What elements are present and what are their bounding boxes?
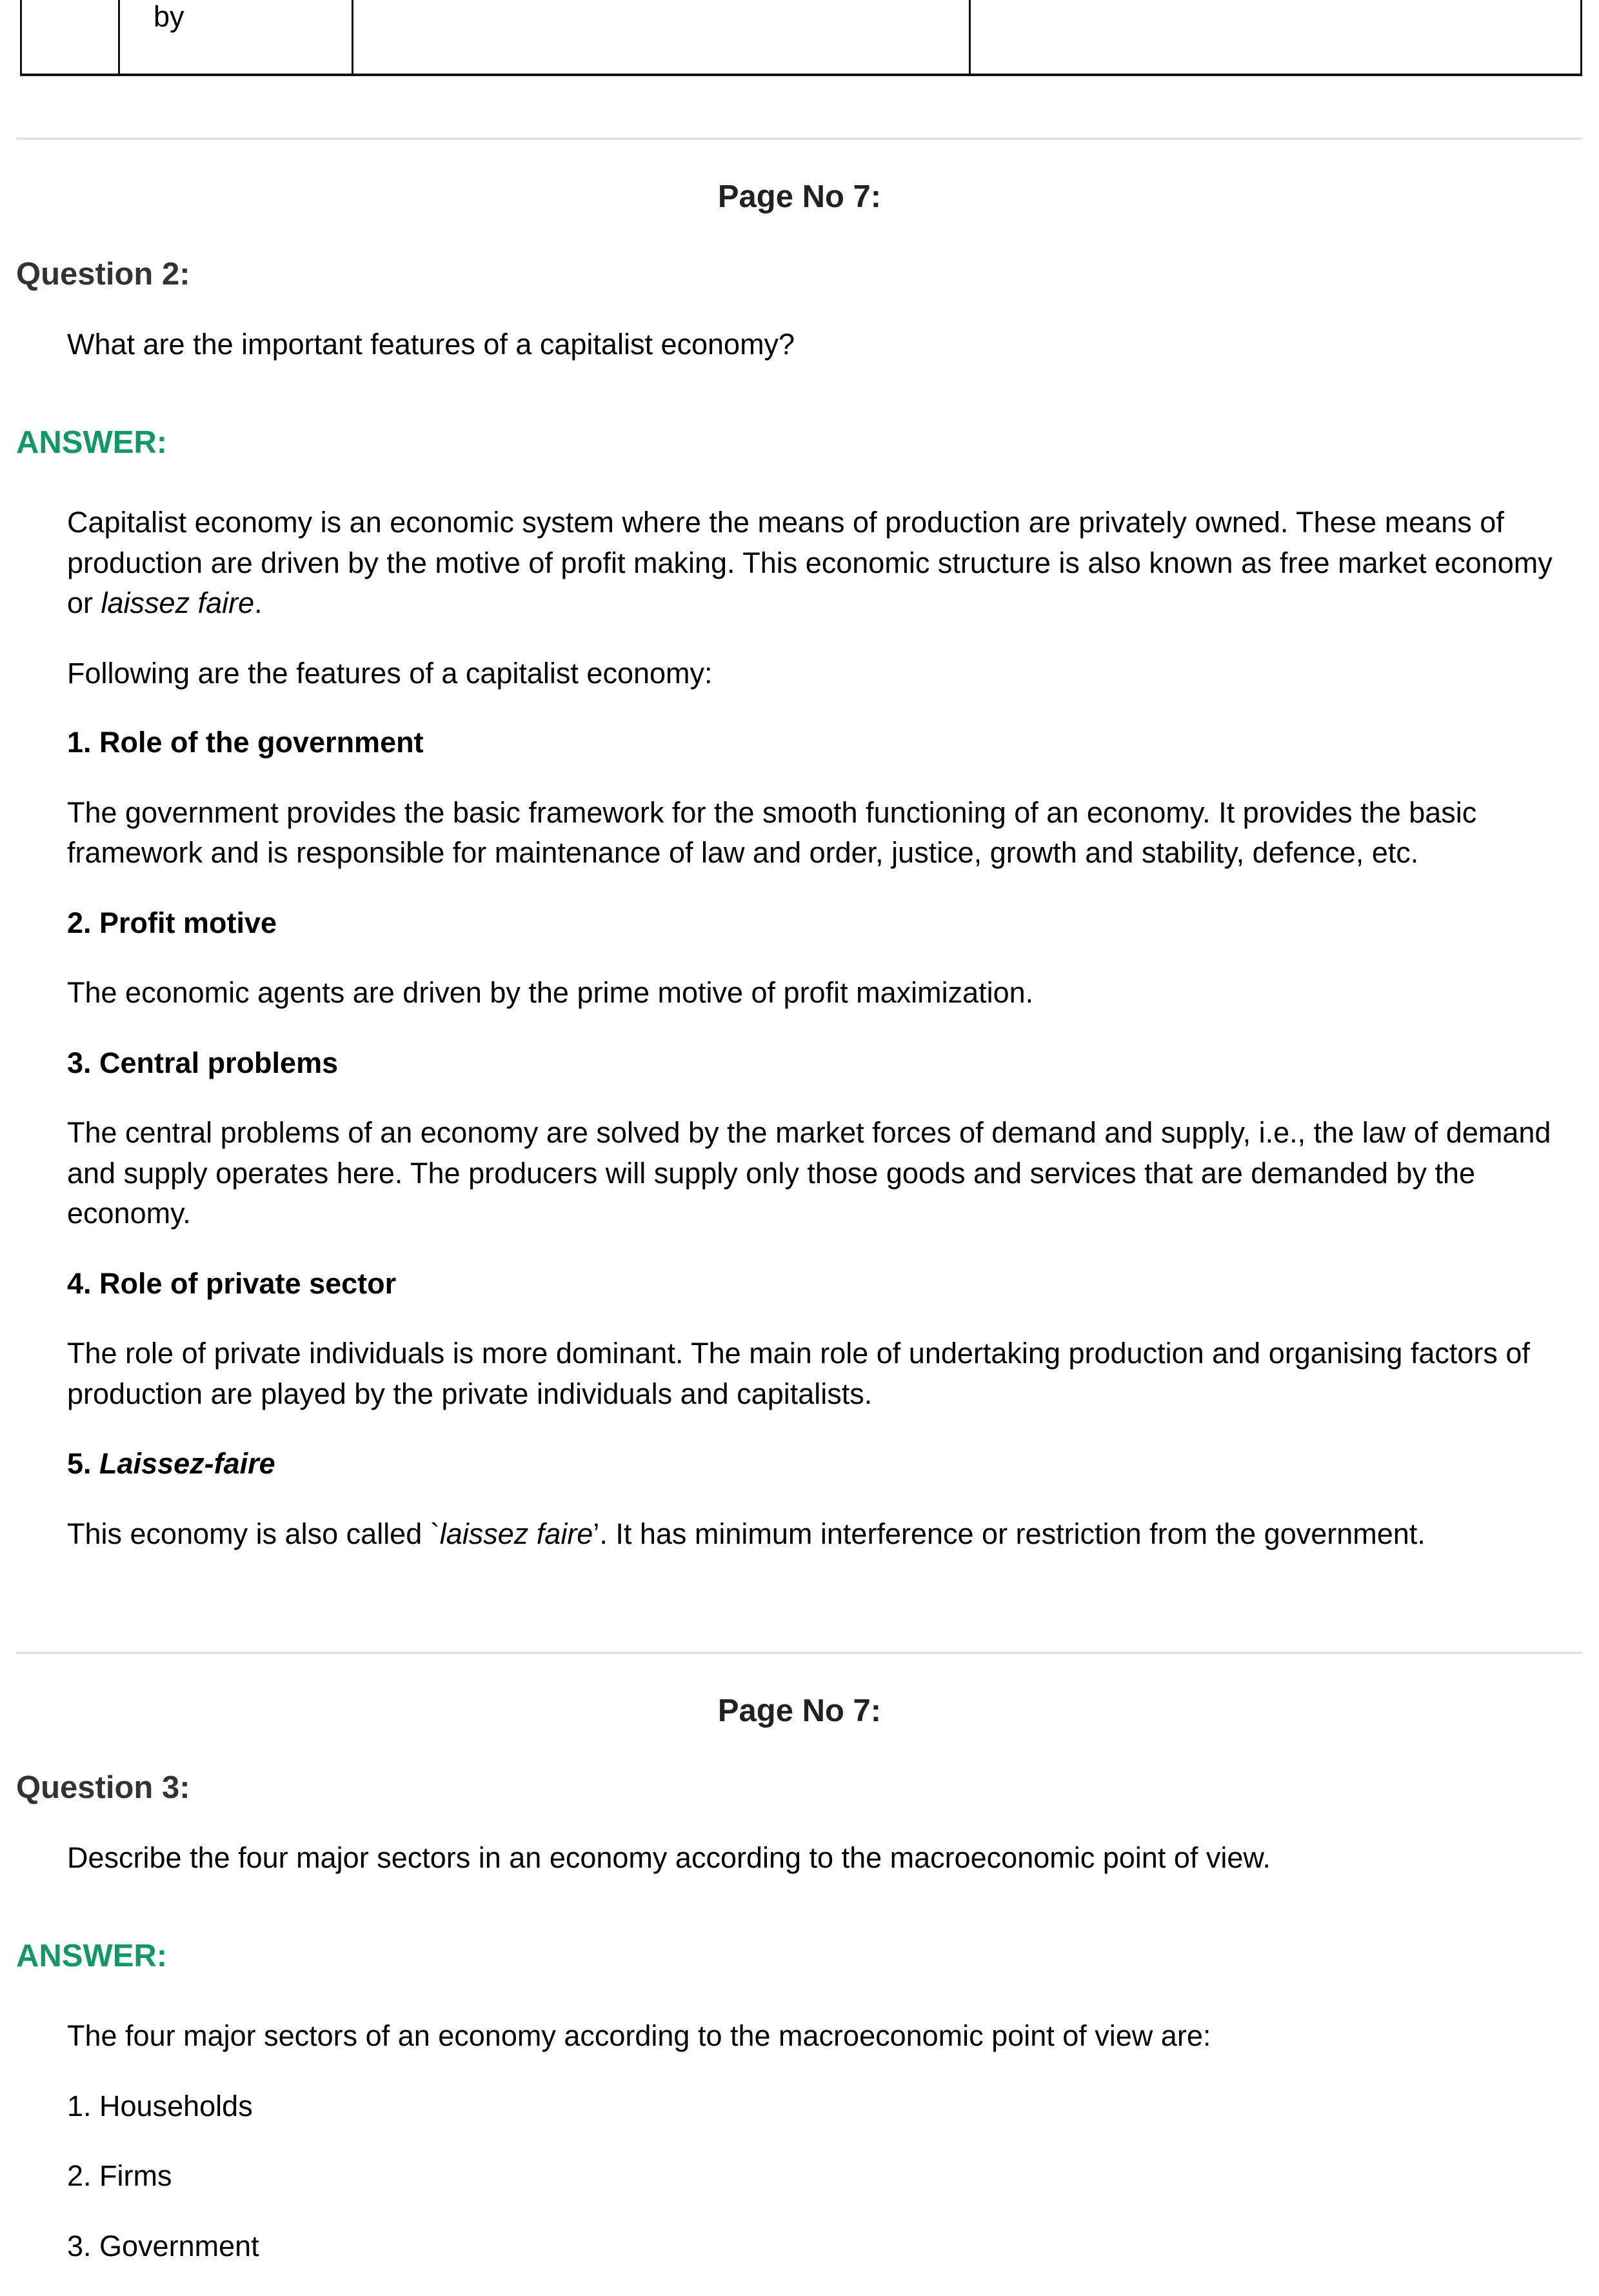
feature-text <box>67 1514 1576 1555</box>
table-cell <box>22 0 120 74</box>
list-item: 3. Government <box>67 2229 259 2262</box>
question-label: Question 2: <box>16 257 190 292</box>
answer-label: ANSWER: <box>16 425 168 460</box>
question-text: Describe the four major sectors in an economy according to the macroeconomic point of view. <box>67 1841 1271 1874</box>
answer-body <box>67 2016 1576 2296</box>
table-cell-text: by <box>154 0 184 33</box>
list-item: 2. Firms <box>67 2159 172 2192</box>
page-number-heading: Page No 7: <box>717 179 882 214</box>
feature-heading: 2. Profit motive <box>67 906 277 939</box>
text-span: Capitalist economy is an economic system where the means of production are privately owned. These means of production are driven by the motive of profit making. This economic structure is also known as free market economy or <box>67 506 1553 619</box>
feature-text: The central problems of an economy are solved by the market forces of demand and supply, i.e., the law of demand and supply operates here. The producers will supply only those goods and services that are demanded by the economy. <box>67 1116 1551 1230</box>
feature-text: The government provides the basic framework for the smooth functioning of an economy. It provides the basic framework and is responsible for maintenance of law and order, justice, growth and stability, defence, etc. <box>67 795 1477 869</box>
list-item: 1. Households <box>67 2089 253 2122</box>
answer-paragraph <box>67 503 1576 624</box>
answer-paragraph: Following are the features of a capitalist economy: <box>67 656 713 690</box>
table-cell <box>120 0 353 74</box>
feature-text: The economic agents are driven by the prime motive of profit maximization. <box>67 976 1034 1009</box>
question-text: What are the important features of a capitalist economy? <box>67 328 795 361</box>
text-span: . <box>254 586 263 619</box>
italic-term: laissez faire <box>439 1517 593 1550</box>
section-divider <box>16 137 1582 140</box>
feature-text: The role of private individuals is more dominant. The main role of undertaking production and organising factors of production are played by the private individuals and capitalists. <box>67 1337 1530 1410</box>
feature-heading: 3. Central problems <box>67 1046 339 1079</box>
feature-heading <box>67 1444 1576 1484</box>
section-divider <box>16 1652 1582 1654</box>
answer-label: ANSWER: <box>16 1939 168 1973</box>
italic-term: laissez faire <box>101 586 255 619</box>
text-span: ’. It has minimum interference or restriction from the government. <box>593 1517 1425 1550</box>
question-label: Question 3: <box>16 1770 190 1805</box>
feature-heading: 4. Role of private sector <box>67 1266 397 1300</box>
feature-heading: 1. Role of the government <box>67 726 424 759</box>
italic-term: Laissez-faire <box>99 1447 275 1480</box>
table-fragment <box>20 0 1582 76</box>
table-cell <box>971 0 1580 74</box>
page-number-heading: Page No 7: <box>717 1693 882 1728</box>
text-span: This economy is also called ` <box>67 1517 440 1550</box>
text-span: 5. <box>67 1447 100 1480</box>
answer-body <box>67 503 1576 1584</box>
table-cell <box>353 0 971 74</box>
answer-paragraph: The four major sectors of an economy according to the macroeconomic point of view are: <box>67 2019 1211 2052</box>
